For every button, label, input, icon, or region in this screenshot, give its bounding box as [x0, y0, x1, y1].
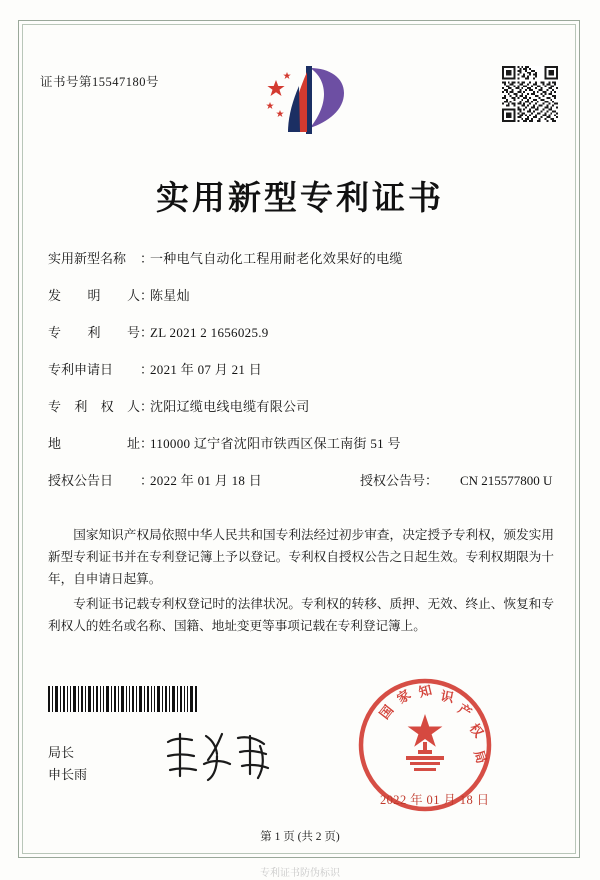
field-label [48, 322, 140, 341]
label-char: 专 [48, 325, 62, 340]
label-char: 人 [126, 288, 140, 303]
footer-watermark: 专利证书防伪标识 [260, 868, 340, 879]
qr-code [502, 66, 558, 122]
label-char: 利 [74, 399, 88, 414]
field-label: 实用新型名称 [48, 251, 127, 266]
certificate-number: 证书号第15547180号 [40, 75, 160, 89]
label-char: 发 [48, 288, 62, 303]
field-value: 一种电气自动化工程用耐老化效果好的电缆 [150, 251, 403, 266]
svg-text:识: 识 [439, 689, 455, 707]
legal-text [48, 524, 554, 640]
field-grant-announcement [48, 470, 554, 507]
label-char: 专 [48, 399, 62, 414]
field-patent-number [48, 322, 554, 359]
label-char: 明 [87, 288, 101, 303]
label-text: 授权公告号 [360, 473, 426, 488]
field-value: 110000 辽宁省沈阳市铁西区保工南街 51 号 [150, 436, 401, 451]
field-inventor [48, 285, 554, 322]
label-char: 号 [126, 325, 140, 340]
field-label: 授权公告日 [48, 473, 114, 488]
field-value: 沈阳辽缆电线电缆有限公司 [150, 399, 310, 414]
field-colon: ： [140, 362, 154, 377]
field-value: ZL 2021 2 1656025.9 [150, 325, 269, 340]
field-colon: ： [140, 399, 154, 414]
field-value: 2022 年 01 月 18 日 [150, 473, 263, 488]
label-char: 地 [48, 436, 62, 451]
field-value-secondary: CN 215577800 U [460, 473, 553, 488]
field-patentee [48, 396, 554, 433]
field-value: 陈星灿 [150, 288, 190, 303]
field-application-date [48, 359, 554, 396]
page-footer: 第 1 页 (共 2 页) [260, 831, 340, 843]
field-colon: ： [140, 473, 154, 488]
field-colon: ： [140, 325, 154, 340]
field-label [48, 285, 140, 304]
field-value: 2021 年 07 月 21 日 [150, 362, 263, 377]
field-label-secondary: 授权公告号： [360, 473, 439, 488]
svg-text:国: 国 [377, 702, 398, 723]
svg-text:知: 知 [417, 683, 434, 701]
label-char: 权 [100, 399, 114, 414]
field-colon: ： [140, 436, 154, 451]
label-char: 利 [87, 325, 101, 340]
page-title: 实用新型专利证书 [156, 178, 444, 217]
label-char: 人 [126, 399, 140, 414]
barcode [48, 686, 198, 712]
svg-text:权: 权 [465, 721, 486, 741]
field-label [48, 396, 140, 415]
fields-list [48, 248, 554, 507]
field-colon: ： [140, 288, 154, 303]
svg-text:局: 局 [470, 748, 489, 766]
label-char: 址 [126, 436, 140, 451]
patent-office-logo-icon [258, 62, 350, 138]
paragraph-1: 国家知识产权局依照中华人民共和国专利法经过初步审查，决定授予专利权，颁发实用新型专利证书并在专利登记簿上予以登记。专利权自授权公告之日起生效。专利权期限为十年，自申请日起算。 [48, 528, 554, 586]
field-utility-model-name [48, 248, 554, 285]
field-label [48, 433, 140, 452]
seal-date: 2022 年 01 月 18 日 [380, 793, 490, 807]
director-title-label: 局长 [48, 745, 75, 760]
handwritten-signature-icon [160, 726, 280, 786]
director-name-label: 申长雨 [48, 767, 88, 782]
field-address [48, 433, 554, 470]
field-label: 专利申请日 [48, 362, 114, 377]
svg-text:家: 家 [394, 687, 414, 708]
paragraph-2: 专利证书记载专利权登记时的法律状况。专利权的转移、质押、无效、终止、恢复和专利权人的姓名或名称、国籍、地址变更等事项记载在专利登记簿上。 [48, 597, 554, 633]
field-colon: ： [140, 251, 154, 266]
svg-text:产: 产 [454, 701, 474, 722]
signature-block [48, 742, 87, 786]
